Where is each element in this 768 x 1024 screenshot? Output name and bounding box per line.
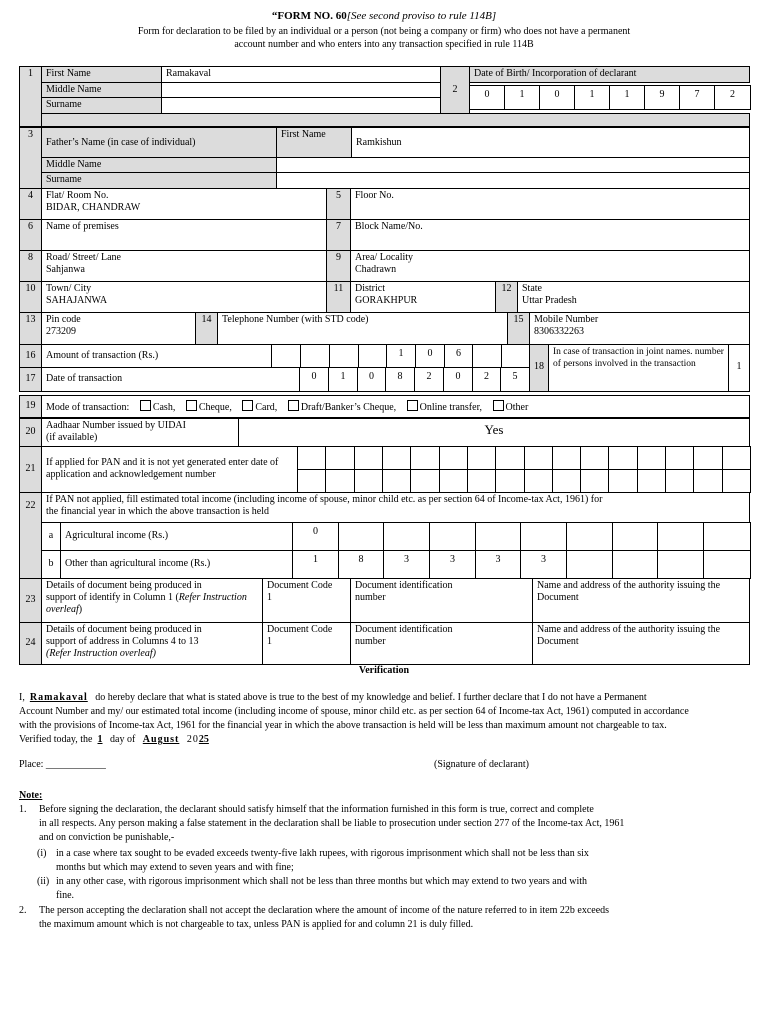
transaction-date-label: Date of transaction [41, 367, 300, 392]
row-letter-b: b [41, 550, 61, 579]
row-number-23: 23 [19, 578, 42, 623]
agricultural-income-digit[interactable] [657, 522, 704, 551]
row-number-13: 13 [19, 312, 42, 345]
agricultural-income-digit[interactable] [383, 522, 430, 551]
pan-application-box[interactable] [410, 446, 440, 470]
pan-application-box[interactable] [693, 469, 723, 493]
pan-application-box[interactable] [580, 469, 609, 493]
draft-label: Draft/Banker’s Cheque, [300, 402, 397, 413]
middle-name-field[interactable] [161, 82, 441, 98]
row-letter-a: a [41, 522, 61, 551]
first-name-field[interactable]: Ramakaval [161, 66, 441, 83]
declaration-line3: with the provisions of Income-tax Act, 1961 for the financial year in which the above transaction is held will be less than maximum amount not chargeable to tax. [19, 720, 667, 731]
dob-digit[interactable]: 1 [574, 85, 610, 110]
pan-application-box[interactable] [524, 446, 553, 470]
other-income-digit[interactable]: 8 [338, 550, 384, 579]
other-income-digit[interactable]: 3 [475, 550, 521, 579]
dob-label: Date of Birth/ Incorporation of declarant [469, 66, 750, 83]
row-number-14: 14 [195, 312, 218, 345]
district-field[interactable]: District GORAKHPUR [350, 281, 496, 313]
row-number-17: 17 [19, 367, 42, 392]
pan-application-box[interactable] [637, 469, 666, 493]
verified-today-line: Verified today, the 1 day of August 2025 [19, 734, 209, 745]
row-number-8: 8 [19, 250, 42, 282]
identity-doc-label: Details of document being produced in support of identify in Column 1 (Refer Instruction overleaf) [41, 578, 263, 623]
pin-code-field[interactable]: Pin code 273209 [41, 312, 196, 345]
dob-digit[interactable]: 1 [504, 85, 540, 110]
father-surname-field[interactable] [276, 172, 750, 189]
mode-of-transaction-label: Mode of transaction: [46, 402, 130, 413]
amount-digit[interactable] [329, 344, 359, 368]
row-number-16: 16 [19, 344, 42, 368]
verified-year: 25 [198, 734, 209, 745]
amount-digit[interactable]: 0 [415, 344, 445, 368]
row-number-24: 24 [19, 622, 42, 665]
other-income-digit[interactable]: 3 [383, 550, 430, 579]
father-surname-label: Surname [41, 172, 277, 189]
other-income-digit[interactable]: 3 [520, 550, 567, 579]
declarant-name: Ramakaval [29, 692, 88, 703]
note-i-num: (i) [37, 848, 47, 859]
row-number-10: 10 [19, 281, 42, 313]
other-income-digit[interactable] [612, 550, 658, 579]
pan-application-box[interactable] [382, 469, 411, 493]
area-locality-field[interactable]: Area/ Locality Chadrawn [350, 250, 750, 282]
date-digit[interactable]: 8 [385, 367, 415, 392]
pan-application-box[interactable] [722, 469, 751, 493]
form-title: “FORM NO. 60[See second proviso to rule 114B] [271, 10, 497, 22]
note2-num: 2. [19, 905, 27, 916]
agricultural-income-digit[interactable] [429, 522, 476, 551]
other-income-label: Other than agricultural income (Rs.) [60, 550, 293, 579]
verified-month: August [142, 734, 180, 745]
row-number-19: 19 [19, 395, 42, 418]
other-label: Other [505, 402, 529, 413]
dob-digit[interactable]: 2 [714, 85, 751, 110]
father-middle-name-label: Middle Name [41, 157, 277, 173]
verified-day: 1 [97, 734, 103, 745]
other-checkbox[interactable] [493, 400, 504, 411]
draft-checkbox[interactable] [288, 400, 299, 411]
note-ii-num: (ii) [37, 876, 50, 887]
aadhaar-field[interactable]: Yes [238, 418, 750, 447]
pan-application-box[interactable] [495, 446, 525, 470]
note1-num: 1. [19, 804, 27, 815]
declaration-line1: I, Ramakaval do hereby declare that what is stated above is true to the best of my knowledge and belief. I further declare that I do not have a Permanent [19, 692, 647, 703]
town-city-field[interactable]: Town/ City SAHAJANWA [41, 281, 327, 313]
father-middle-name-field[interactable] [276, 157, 750, 173]
note-i-line1: in a case where tax sought to be evaded exceeds twenty-five lakh rupees, with rigorous imprisonment which shall not be less than six [56, 848, 589, 859]
spacer-row [41, 113, 750, 127]
note-ii-line1: in any other case, with rigorous imprisonment which shall not be less than three months but which may extend to two years and with [56, 876, 588, 887]
road-street-field[interactable]: Road/ Street/ Lane Sahjanwa [41, 250, 327, 282]
aadhaar-label: Aadhaar Number issued by UIDAI (if available) [41, 418, 239, 447]
row-number-3: 3 [19, 127, 42, 189]
pan-application-box[interactable] [439, 446, 468, 470]
date-digit[interactable]: 0 [357, 367, 386, 392]
cash-checkbox[interactable] [140, 400, 151, 411]
pan-application-box[interactable] [552, 446, 581, 470]
pan-application-box[interactable] [439, 469, 468, 493]
row-number-2: 2 [440, 66, 470, 114]
note1-line3: and on conviction be punishable,- [39, 832, 175, 843]
amount-digit[interactable] [271, 344, 301, 368]
flat-room-field[interactable]: Flat/ Room No. BIDAR, CHANDRAW [41, 188, 327, 220]
date-digit[interactable]: 0 [443, 367, 473, 392]
date-digit[interactable]: 0 [299, 367, 329, 392]
pan-application-box[interactable] [354, 469, 383, 493]
row-number-4: 4 [19, 188, 42, 220]
card-label: Card, [255, 402, 278, 413]
pan-application-box[interactable] [495, 469, 525, 493]
date-digit[interactable]: 2 [472, 367, 501, 392]
surname-field[interactable] [161, 97, 441, 114]
identity-authority-field[interactable]: Name and address of the authority issuing the Document [532, 578, 750, 623]
declaration-line2: Account Number and my/ our estimated total income (including income of spouse, minor child etc. as per section 64 of Income-tax Act, 1961) computed in accordance [19, 706, 689, 717]
other-income-digit[interactable] [657, 550, 704, 579]
note1-line2: in all respects. Any person making a false statement in the declaration shall be liable to prosecution under section 277 of the Income-tax Act, 1961 [39, 818, 625, 829]
agricultural-income-digit[interactable] [612, 522, 658, 551]
cash-label: Cash, [152, 402, 176, 413]
row-number-7: 7 [326, 219, 351, 251]
note-title: Note: [19, 790, 43, 801]
pan-application-box[interactable] [693, 446, 723, 470]
address-doc-id-field[interactable]: Document identification number [350, 622, 533, 665]
row-number-20: 20 [19, 418, 42, 447]
other-income-digit[interactable]: 1 [292, 550, 339, 579]
other-income-digit[interactable] [703, 550, 751, 579]
pan-applied-label: If applied for PAN and it is not yet generated enter date of application and acknowledgement number [41, 446, 298, 493]
row-number-9: 9 [326, 250, 351, 282]
cheque-label: Cheque, [198, 402, 232, 413]
father-first-name-label: First Name [276, 127, 352, 158]
row-number-5: 5 [326, 188, 351, 220]
pan-application-box[interactable] [297, 446, 326, 470]
mode-of-transaction-row [41, 395, 750, 418]
note2-line2: the maximum amount which is not chargeable to tax, unless PAN is applied for and column 21 is duly filled. [39, 919, 474, 930]
identity-doc-code-field[interactable]: Document Code 1 [262, 578, 351, 623]
surname-label: Surname [41, 97, 162, 114]
signature-label: (Signature of declarant) [434, 759, 529, 770]
middle-name-label: Middle Name [41, 82, 162, 98]
pan-application-box[interactable] [665, 469, 694, 493]
address-doc-code-field[interactable]: Document Code 1 [262, 622, 351, 665]
first-name-label: First Name [41, 66, 162, 83]
transaction-amount-label: Amount of transaction (Rs.) [41, 344, 272, 368]
row-number-22: 22 [19, 492, 42, 579]
father-first-name-field[interactable]: Ramkishun [351, 127, 750, 158]
dob-digit[interactable]: 0 [469, 85, 505, 110]
pan-application-box[interactable] [297, 469, 326, 493]
amount-digit[interactable] [472, 344, 502, 368]
amount-digit[interactable]: 1 [386, 344, 416, 368]
row-number-6: 6 [19, 219, 42, 251]
note1-line1: Before signing the declaration, the declarant should satisfy himself that the information furnished in this form is true, correct and complete [39, 804, 594, 815]
agricultural-income-digit[interactable]: 0 [292, 522, 339, 551]
pan-application-box[interactable] [354, 446, 383, 470]
agricultural-income-digit[interactable] [566, 522, 613, 551]
row-number-1: 1 [19, 66, 42, 127]
row-number-18: 18 [529, 344, 549, 392]
estimated-income-label: If PAN not applied, fill estimated total income (including income of spouse, minor child etc. as per section 64 of Income-tax Act, 1961) for the financial year in which the above transaction is held [41, 492, 750, 523]
row-number-15: 15 [507, 312, 530, 345]
identity-doc-id-field[interactable]: Document identification number [350, 578, 533, 623]
block-name-field[interactable]: Block Name/No. [350, 219, 750, 251]
dob-digit[interactable]: 7 [679, 85, 715, 110]
form-subtitle: Form for declaration to be filed by an individual or a person (not being a company or firm) who does not have a permanent account number and who enters into any transaction specified in rule 114B [137, 26, 631, 50]
pan-application-box[interactable] [524, 469, 553, 493]
row-number-12: 12 [495, 281, 518, 313]
agricultural-income-digit[interactable] [703, 522, 751, 551]
premises-name-field[interactable]: Name of premises [41, 219, 327, 251]
date-digit[interactable]: 1 [328, 367, 358, 392]
online-transfer-checkbox[interactable] [407, 400, 418, 411]
address-authority-field[interactable]: Name and address of the authority issuing the Document [532, 622, 750, 665]
telephone-field[interactable]: Telephone Number (with STD code) [217, 312, 508, 345]
address-doc-label: Details of document being produced in support of address in Columns 4 to 13 (Refer Instruction overleaf) [41, 622, 263, 665]
agricultural-income-label: Agricultural income (Rs.) [60, 522, 293, 551]
state-field[interactable]: State Uttar Pradesh [517, 281, 750, 313]
dob-digit[interactable]: 9 [644, 85, 680, 110]
date-digit[interactable]: 2 [414, 367, 444, 392]
online-transfer-label: Online transfer, [419, 402, 483, 413]
note-i-line2: months but which may extend to seven years and with fine; [56, 862, 294, 873]
agricultural-income-digit[interactable] [520, 522, 567, 551]
pan-application-box[interactable] [608, 469, 638, 493]
pan-application-box[interactable] [608, 446, 638, 470]
pan-application-box[interactable] [722, 446, 751, 470]
dob-digit[interactable]: 1 [609, 85, 645, 110]
amount-digit[interactable] [300, 344, 330, 368]
note-ii-line2: fine. [56, 890, 75, 901]
mobile-number-field[interactable]: Mobile Number 8306332263 [529, 312, 750, 345]
amount-digit[interactable] [358, 344, 387, 368]
fathers-name-label: Father’s Name (in case of individual) [41, 127, 277, 158]
card-checkbox[interactable] [242, 400, 253, 411]
pan-application-box[interactable] [382, 446, 411, 470]
pan-application-box[interactable] [467, 446, 496, 470]
pan-application-box[interactable] [325, 469, 355, 493]
agricultural-income-digit[interactable] [338, 522, 384, 551]
amount-digit[interactable] [501, 344, 530, 368]
agricultural-income-digit[interactable] [475, 522, 521, 551]
pan-application-box[interactable] [665, 446, 694, 470]
joint-persons-label: In case of transaction in joint names. number of persons involved in the transaction [548, 344, 729, 392]
pan-application-box[interactable] [552, 469, 581, 493]
row-number-11: 11 [326, 281, 351, 313]
other-income-digit[interactable] [566, 550, 613, 579]
place-field[interactable]: Place: ____________ [19, 759, 106, 770]
pan-application-box[interactable] [637, 446, 666, 470]
dob-digit[interactable]: 0 [539, 85, 575, 110]
pan-application-box[interactable] [580, 446, 609, 470]
floor-no-field[interactable]: Floor No. [350, 188, 750, 220]
other-income-digit[interactable]: 3 [429, 550, 476, 579]
date-digit[interactable]: 5 [500, 367, 530, 392]
note2-line1: The person accepting the declaration shall not accept the declaration where the amount of income of the nature referred to in item 22b exceeds [39, 905, 610, 916]
pan-application-box[interactable] [325, 446, 355, 470]
pan-application-box[interactable] [467, 469, 496, 493]
amount-digit[interactable]: 6 [444, 344, 473, 368]
cheque-checkbox[interactable] [186, 400, 197, 411]
joint-persons-field[interactable]: 1 [728, 344, 750, 392]
row-number-21: 21 [19, 446, 42, 493]
pan-application-box[interactable] [410, 469, 440, 493]
verification-title: Verification [358, 665, 410, 676]
